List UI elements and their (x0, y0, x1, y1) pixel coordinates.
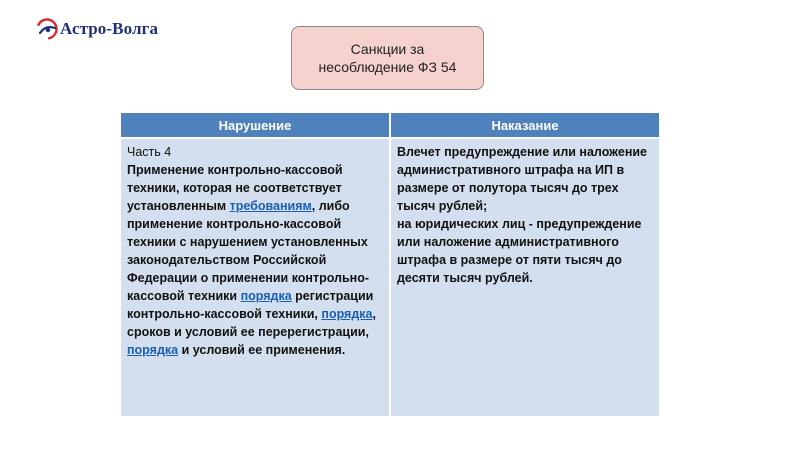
violation-part: Часть 4 (127, 145, 172, 159)
slide-title: Санкции за несоблюдение ФЗ 54 (291, 26, 484, 90)
table-header-row (121, 113, 659, 137)
violation-seg3: регистрации контрольно-кассовой техники, (127, 289, 374, 321)
link-order-registration[interactable]: порядка (240, 289, 292, 303)
company-logo (36, 18, 158, 40)
penalty-legal-entity: на юридических лиц - предупреждение или наложение административного штрафа в размере от пяти тысяч до десяти тысяч рублей. (397, 217, 642, 285)
violation-cell (121, 137, 389, 416)
violation-seg1: Применение контрольно-кассовой техники, которая не соответствует установленным (127, 163, 343, 213)
violation-seg2: , либо применение контрольно-кассовой техники с нарушением установленных законодательством Российской Федерации о применении контрольно-кассовой техники (127, 199, 370, 303)
header-violation: Нарушение (121, 113, 389, 137)
penalty-cell (389, 137, 659, 416)
logo-mark-icon (36, 18, 58, 40)
violation-seg4: , сроков и условий ее перерегистрации, (127, 307, 376, 339)
violation-text (127, 161, 384, 359)
table-row (121, 137, 659, 416)
sanctions-table (121, 113, 659, 416)
violation-seg5: и условий ее применения. (181, 343, 346, 357)
link-requirements[interactable]: требованиям (229, 199, 312, 213)
header-penalty: Наказание (389, 113, 659, 137)
penalty-individual: Влечет предупреждение или наложение административного штрафа на ИП в размере от полутора тысяч до трех тысяч рублей; (397, 145, 648, 213)
logo-text: Астро-Волга (60, 19, 159, 38)
link-order-reregistration[interactable]: порядка (321, 307, 373, 321)
link-order-application[interactable]: порядка (127, 343, 179, 357)
